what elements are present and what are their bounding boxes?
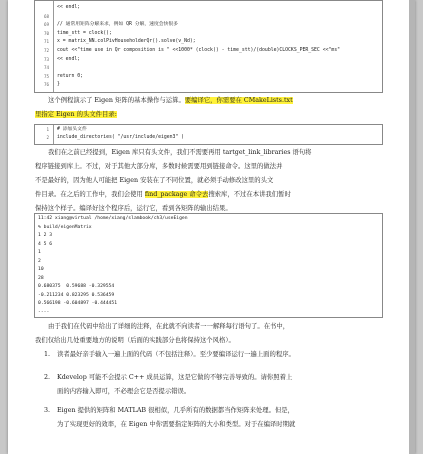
intro-text: 这个例程演示了 Eigen 矩阵的基本操作与运算。: [48, 97, 185, 104]
paragraph-explanation: 我们在之前已经提到，Eigen 库只有头文件，我们不需要再用 tartget_link_libraries 语句将 程序链接到库上。不过，对于其他大部分库，多数时候需要用到链接命令。这里的做法并 不是最好的，因为他人可能把 Eigen 安装在了不同位置，就必须手动修改这里的头文 件目录。在之后的工作中，我们会使用 find_package 命令去搜索库，不过在本讲我们暂时 保持这个样子。编译好这个程序后，运行它，看到各矩阵的输出结果。: [35, 149, 312, 212]
line-number: 68: [43, 13, 49, 19]
list-item-text: Kdevelop 可能不会提示 C++ 成员运算，这是它做的不够完善导致的。请你照着上 面的内容输入即可，不必理会它是否提示错误。: [57, 374, 293, 395]
code-text: // 通常用矩阵分解来求，例如 QR 分解，速度会快很多: [57, 22, 178, 28]
paragraph-notes: 由于我们在代码中给出了详细的注释，在此就不向读者一一解释每行语句了。在书中， 我们仅给出几处重要地方的说明（后面的实践部分也将保持这个风格）。: [35, 323, 290, 344]
terminal-line: 1: [38, 250, 41, 255]
scrollbar[interactable]: [409, 0, 415, 454]
code-listing-cmake: [34, 124, 383, 145]
terminal-line: 11:42 xiang@virtual /home/xiang/slambook/ch3/useEigen: [38, 216, 188, 221]
line-number: 75: [43, 73, 49, 79]
code-line: [35, 126, 382, 134]
code-line: [35, 38, 382, 47]
highlight-cmake: 要编译它，你需要在 CMakeLists.txt: [184, 97, 293, 104]
terminal-line: 4 5 6: [38, 241, 53, 247]
document-page: [8, 0, 415, 454]
terminal-line: ----: [38, 309, 50, 315]
terminal-line: 2: [38, 258, 41, 264]
code-listing-main: [34, 0, 383, 93]
terminal-line: 1 2 3: [38, 233, 53, 238]
code-text: time_stt = clock();: [57, 30, 112, 36]
line-number: 73: [43, 56, 49, 62]
code-text: << endl;: [57, 5, 81, 10]
line-number: 76: [43, 82, 49, 88]
code-line: [35, 64, 382, 73]
line-number: 71: [43, 39, 49, 45]
line-number: 74: [43, 65, 49, 71]
terminal-line: 10: [38, 267, 44, 272]
code-text: return 0;: [57, 73, 83, 79]
code-line: [35, 21, 382, 30]
terminal-line: -0.211234 0.823295 0.536459: [38, 292, 115, 298]
highlight-find-package: find_package 命令去: [144, 191, 209, 198]
code-text: << endl;: [57, 56, 81, 62]
code-line: [35, 4, 382, 13]
code-text: cout <<"time use in Qr composition is " <<1000* (clock() - time_stt)/(double)CLOCKS_PER_SEC <<"ms": [57, 47, 341, 53]
highlight-include-dir: 里指定 Eigen 的头文件目录:: [35, 111, 117, 118]
line-number: 1: [46, 127, 49, 132]
paragraph-intro: [35, 94, 381, 122]
code-line: [35, 13, 382, 22]
code-text: include_directories( "/usr/include/eigen3" ): [57, 135, 185, 141]
code-line: [35, 30, 382, 39]
list-number: 1.: [44, 351, 51, 358]
code-line: [35, 81, 382, 90]
terminal-line: 28: [38, 275, 44, 281]
code-line: [35, 56, 382, 65]
line-number: 72: [43, 47, 49, 53]
code-line: [35, 73, 382, 82]
terminal-line: 0.566198 -0.604897 -0.444451: [38, 301, 118, 306]
code-line: [35, 47, 382, 56]
list-item-text: Eigen 提供的矩阵和 MATLAB 很相似，几乎所有的数据都当作矩阵来处理。但是， 为了实现更好的效率，在 Eigen 中你需要指定矩阵的大小和类型。对于在编译时期就: [57, 407, 296, 428]
terminal-output: [34, 213, 383, 318]
code-text: }: [57, 82, 60, 88]
line-number: 2: [46, 135, 49, 141]
code-line: [35, 134, 382, 142]
line-number: 69: [43, 22, 49, 28]
terminal-line: 0.680375 0.59688 -0.329554: [38, 284, 115, 289]
code-text: # 添加头文件: [57, 127, 87, 132]
list-item-text: 读者最好亲手输入一遍上面的代码（不包括注释）。至少要编译运行一遍上面的程序。: [57, 351, 295, 358]
code-text: x = matrix_NN.colPivHouseholderQr().solve(v_Nd);: [57, 39, 196, 45]
terminal-line: % build/eigenMatrix: [38, 224, 92, 230]
line-number: 70: [43, 30, 49, 36]
list-number: 2.: [44, 374, 51, 381]
list-number: 3.: [44, 407, 51, 414]
